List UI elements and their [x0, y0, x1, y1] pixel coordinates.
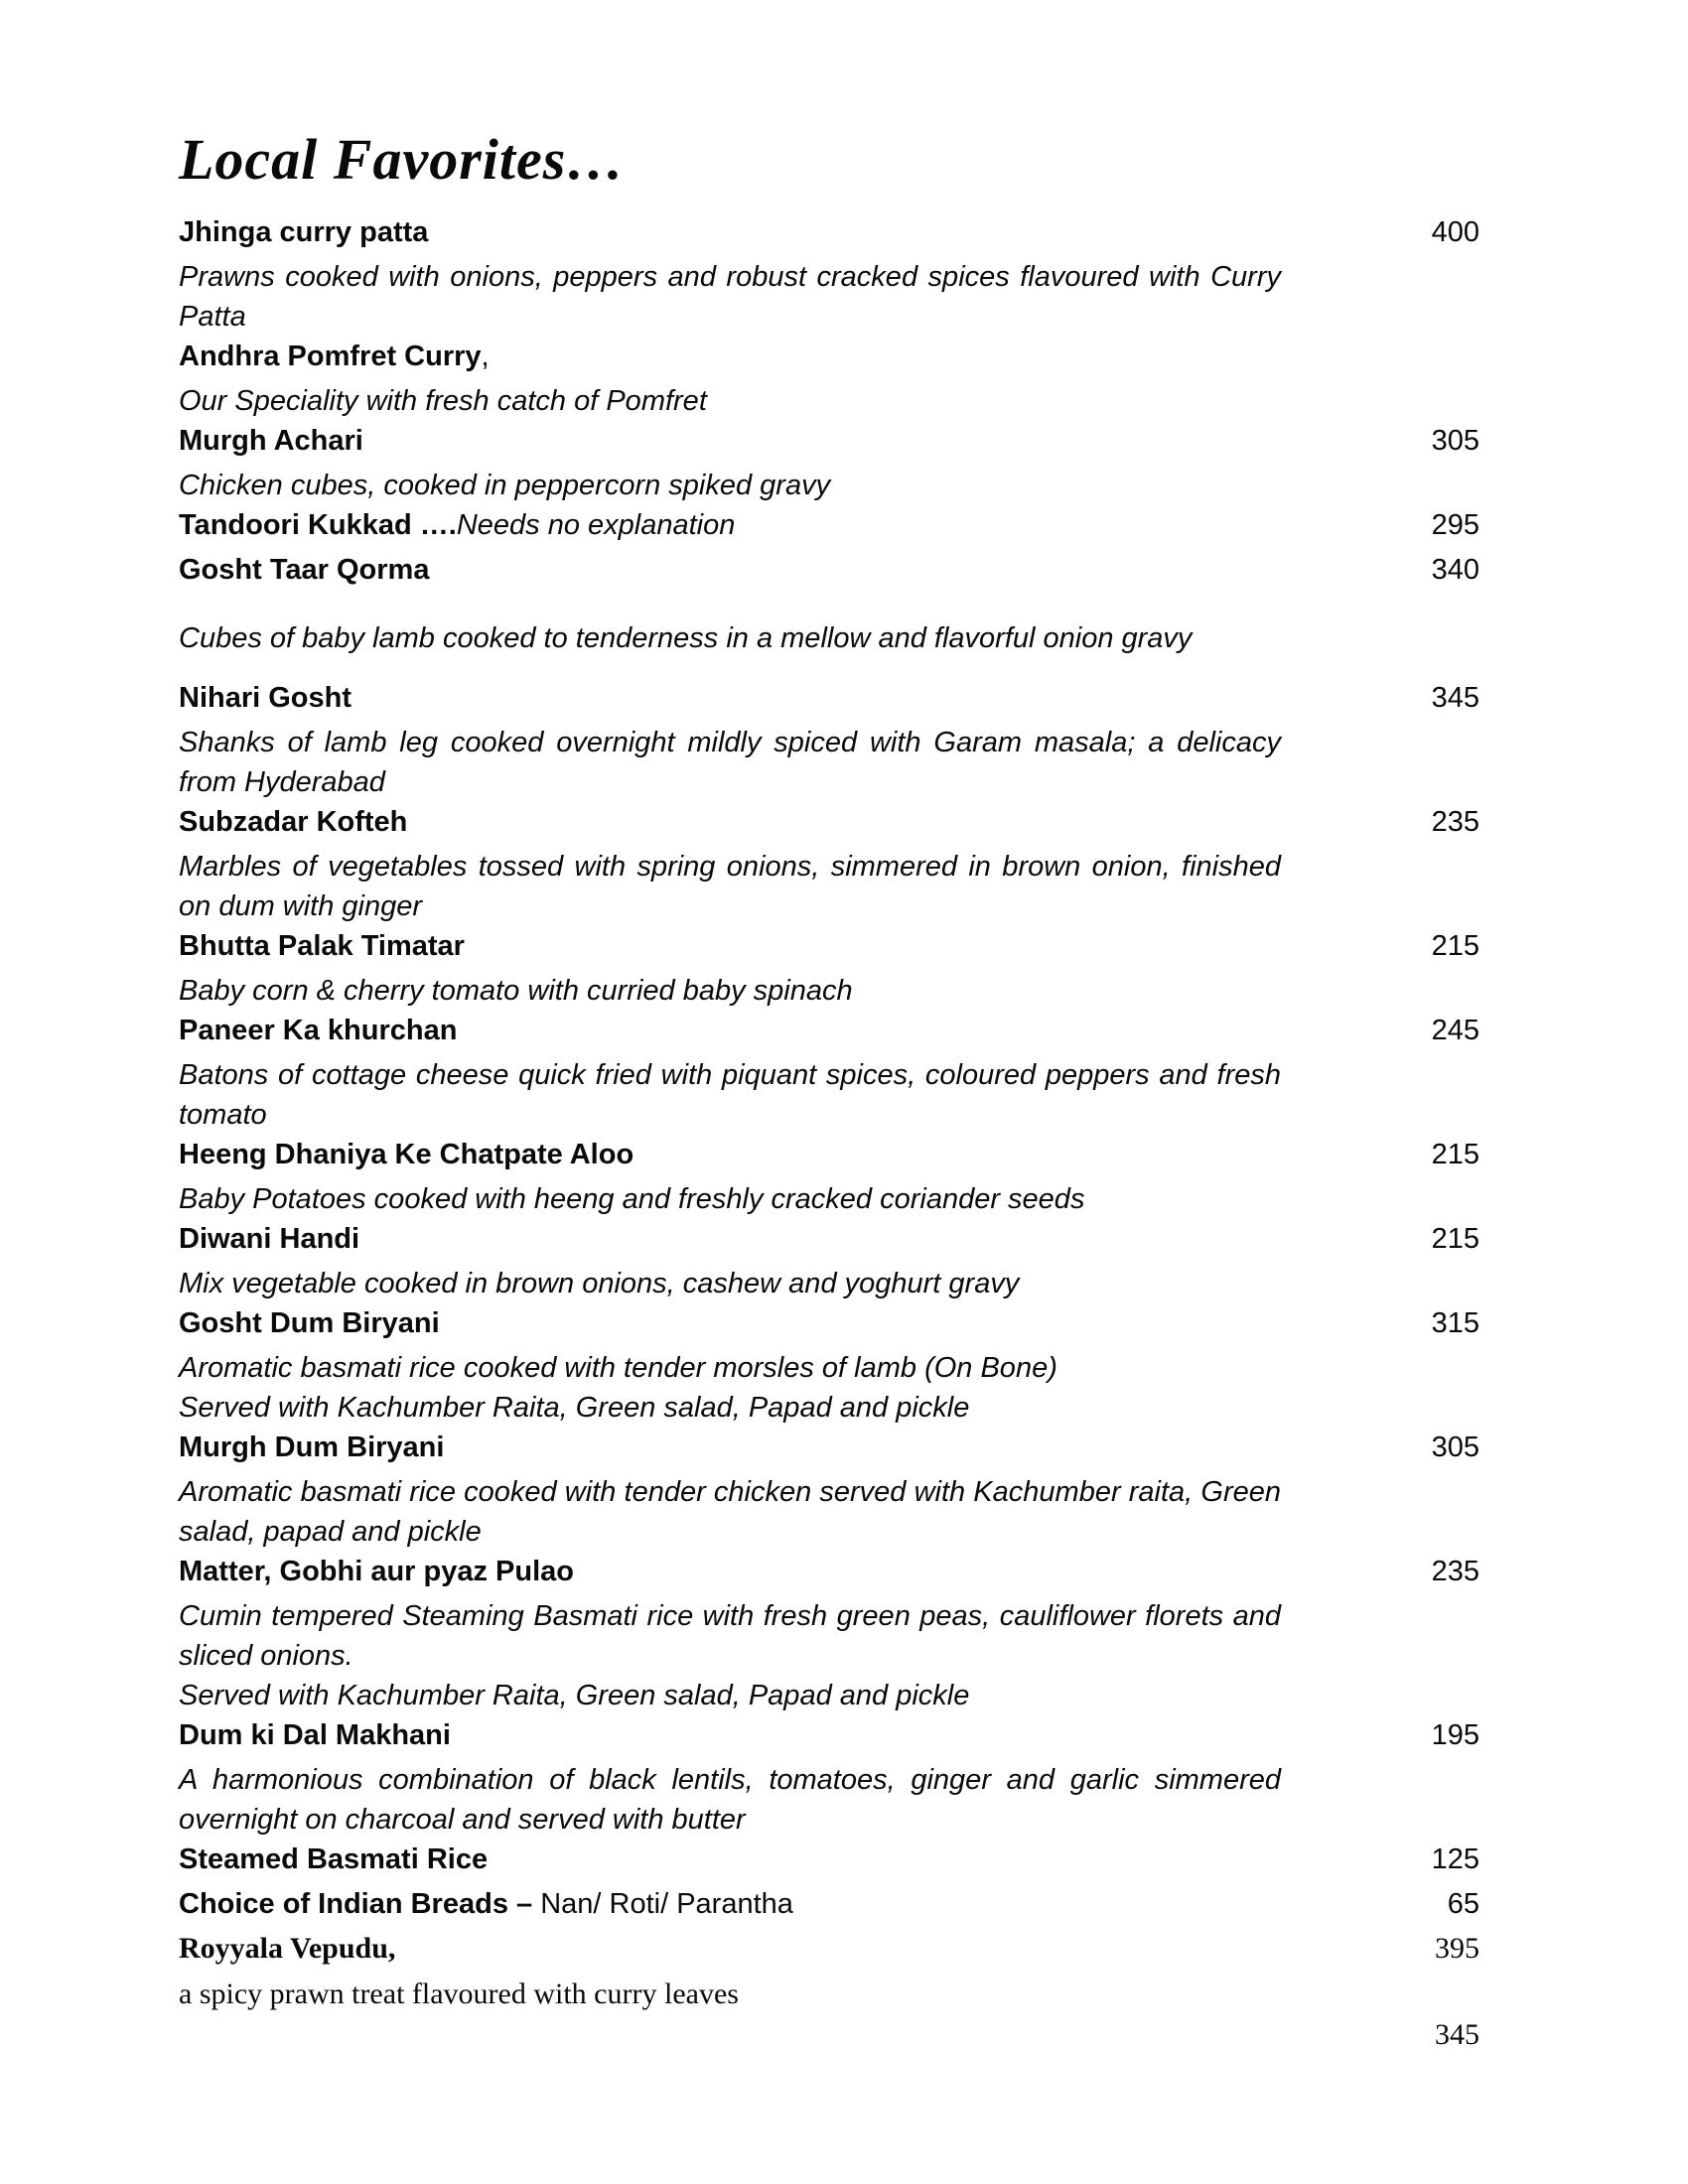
item-name-suffix: ,: [481, 341, 490, 372]
menu-item-royyala-vepudu: [179, 1929, 1479, 2015]
item-price: 345: [1431, 682, 1479, 714]
item-description: Baby corn & cherry tomato with curried baby spinach: [179, 975, 853, 1007]
menu-item-gosht-taar-qorma: [179, 550, 1479, 658]
item-description: Batons of cottage cheese quick fried with piquant spices, coloured peppers and fresh tomato: [179, 1059, 1281, 1131]
item-name: Gosht Dum Biryani: [179, 1307, 440, 1339]
menu-item-nihari-gosht: [179, 678, 1479, 802]
item-name: Jhinga curry patta: [179, 216, 429, 248]
menu-item-matter-gobhi-pyaz-pulao: [179, 1552, 1479, 1715]
item-head: [179, 1715, 1479, 1760]
item-price: 215: [1431, 1223, 1479, 1255]
menu-item-steamed-basmati-rice: [179, 1840, 1479, 1884]
menu-item-diwani-handi: [179, 1219, 1479, 1303]
item-head: [179, 1135, 1479, 1179]
item-head: [179, 1929, 1479, 1974]
item-head: [179, 337, 1479, 381]
item-price: 400: [1431, 216, 1479, 248]
item-head: [179, 421, 1479, 466]
item-description: Cumin tempered Steaming Basmati rice with fresh green peas, cauliflower florets and sliced onions.: [179, 1600, 1281, 1672]
item-name: Nihari Gosht: [179, 682, 352, 714]
item-name: Subzadar Kofteh: [179, 806, 408, 838]
item-description: Our Speciality with fresh catch of Pomfret: [179, 385, 707, 417]
item-head: [179, 2015, 1479, 2055]
item-head: [179, 1840, 1479, 1884]
item-name: Gosht Taar Qorma: [179, 554, 430, 586]
menu-item-murgh-achari: [179, 421, 1479, 505]
item-name: Dum ki Dal Makhani: [179, 1719, 451, 1751]
item-price: 305: [1431, 425, 1479, 457]
menu-item-gosht-dum-biryani: [179, 1303, 1479, 1428]
item-description: Served with Kachumber Raita, Green salad, Papad and pickle: [179, 1680, 970, 1711]
page-title: Local Favorites…: [179, 127, 626, 192]
item-description: Prawns cooked with onions, peppers and robust cracked spices flavoured with Curry Patta: [179, 261, 1281, 333]
item-description: Marbles of vegetables tossed with spring onions, simmered in brown onion, finished on dum with ginger: [179, 851, 1281, 922]
item-description: Mix vegetable cooked in brown onions, cashew and yoghurt gravy: [179, 1268, 1020, 1299]
item-price: 340: [1431, 554, 1479, 586]
item-description: a spicy prawn treat flavoured with curry leaves: [179, 1978, 739, 2010]
item-name: Steamed Basmati Rice: [179, 1843, 489, 1875]
item-name-options: Nan/ Roti/ Parantha: [532, 1888, 793, 1920]
item-price: 235: [1431, 806, 1479, 838]
item-description: Cubes of baby lamb cooked to tenderness in a mellow and flavorful onion gravy: [179, 622, 1193, 654]
item-name: Paneer Ka khurchan: [179, 1015, 458, 1046]
item-name: Heeng Dhaniya Ke Chatpate Aloo: [179, 1139, 634, 1170]
item-head: [179, 1552, 1479, 1596]
item-description: Aromatic basmati rice cooked with tender morsles of lamb (On Bone): [179, 1352, 1057, 1384]
item-description: A harmonious combination of black lentils, tomatoes, ginger and garlic simmered overnight on charcoal and served with butter: [179, 1764, 1281, 1836]
menu-item-tandoori-kukkad: [179, 505, 1479, 550]
item-price: 315: [1431, 1307, 1479, 1339]
item-price: 215: [1431, 1139, 1479, 1170]
menu-item-murgh-dum-biryani: [179, 1428, 1479, 1552]
item-name: Matter, Gobhi aur pyaz Pulao: [179, 1556, 575, 1587]
item-name: Choice of Indian Breads –: [179, 1888, 533, 1920]
menu-item-dum-ki-dal-makhani: [179, 1715, 1479, 1840]
menu-item-bhutta-palak-timatar: [179, 926, 1479, 1011]
item-price: 65: [1447, 1888, 1479, 1920]
menu-item-heeng-dhaniya-aloo: [179, 1135, 1479, 1219]
item-price: 345: [1435, 2018, 1479, 2051]
item-name: Diwani Handi: [179, 1223, 360, 1255]
item-description: Chicken cubes, cooked in peppercorn spiked gravy: [179, 470, 831, 501]
item-price: 295: [1431, 509, 1479, 541]
item-description: Baby Potatoes cooked with heeng and freshly cracked coriander seeds: [179, 1183, 1085, 1215]
item-name: Bhutta Palak Timatar: [179, 930, 465, 962]
item-name: Murgh Achari: [179, 425, 363, 457]
item-name: Tandoori Kukkad ….: [179, 509, 457, 541]
item-head: [179, 505, 1479, 550]
item-description: Served with Kachumber Raita, Green salad, Papad and pickle: [179, 1392, 970, 1424]
item-description: Aromatic basmati rice cooked with tender chicken served with Kachumber raita, Green salad, papad and pickle: [179, 1476, 1281, 1548]
menu-item-subzadar-kofteh: [179, 802, 1479, 926]
item-price: 305: [1431, 1432, 1479, 1463]
item-head: [179, 1219, 1479, 1264]
item-head: [179, 802, 1479, 847]
item-name: Murgh Dum Biryani: [179, 1432, 445, 1463]
item-head: [179, 1884, 1479, 1929]
item-price: 235: [1431, 1556, 1479, 1587]
menu-item-andhra-pomfret-curry: [179, 337, 1479, 421]
item-price: 245: [1431, 1015, 1479, 1046]
item-name: Royyala Vepudu,: [179, 1932, 396, 1965]
menu-item-paneer-ka-khurchan: [179, 1011, 1479, 1135]
item-description: Shanks of lamb leg cooked overnight mildly spiced with Garam masala; a delicacy from Hyderabad: [179, 727, 1281, 798]
item-head: [179, 1011, 1479, 1055]
item-price: 125: [1431, 1843, 1479, 1875]
item-name: Andhra Pomfret Curry: [179, 341, 482, 372]
item-name-note: Needs no explanation: [456, 509, 736, 541]
menu-item-unlabeled-price: [179, 2015, 1479, 2055]
item-head: [179, 212, 1479, 257]
item-head: [179, 1428, 1479, 1472]
item-head: [179, 926, 1479, 971]
item-price: 395: [1435, 1932, 1479, 1965]
item-head: [179, 550, 1479, 595]
menu-item-jhinga-curry-patta: [179, 212, 1479, 337]
item-head: [179, 678, 1479, 723]
menu-item-choice-of-indian-breads: [179, 1884, 1479, 1929]
item-price: 215: [1431, 930, 1479, 962]
item-head: [179, 1303, 1479, 1348]
item-price: 195: [1431, 1719, 1479, 1751]
